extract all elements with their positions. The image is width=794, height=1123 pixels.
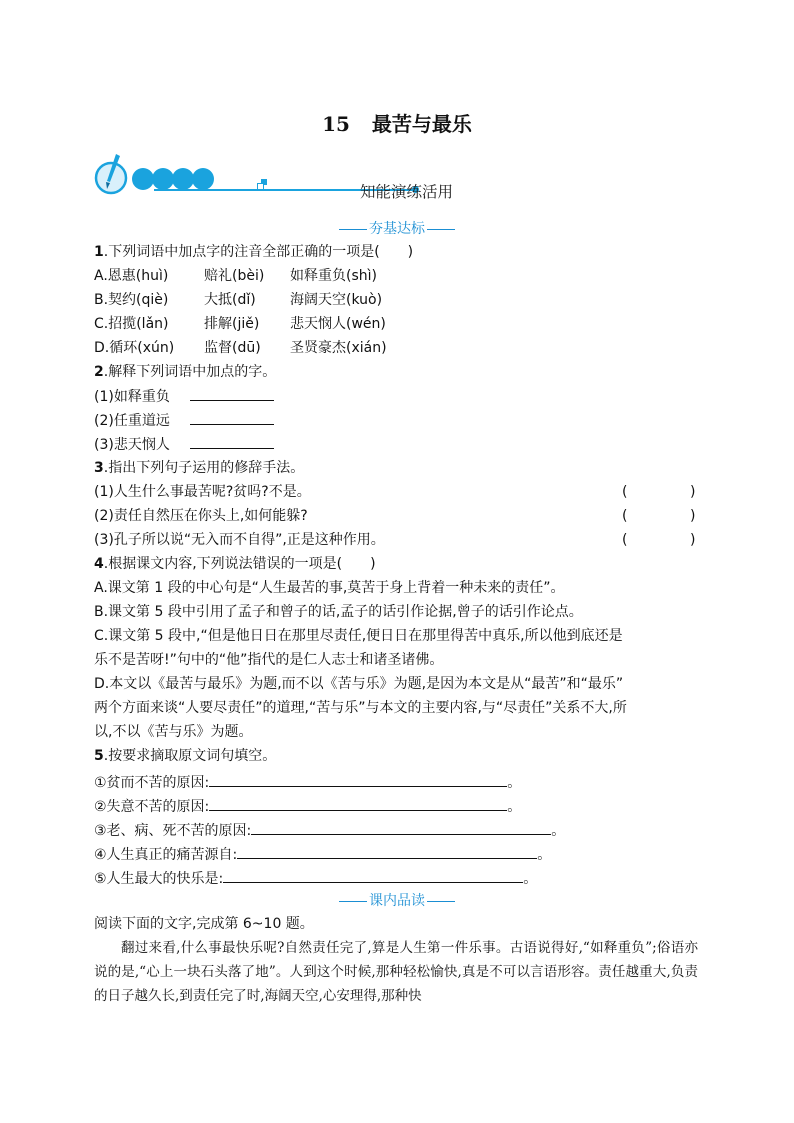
question-4-stem: 4.根据课文内容,下列说法错误的一项是( ) bbox=[94, 556, 376, 572]
q1-option-c-word2: 排解(jiě) bbox=[204, 316, 260, 332]
q1-option-d-word3: 圣贤豪杰(xián) bbox=[290, 340, 387, 356]
q1-option-a: A.恩惠(huì) bbox=[94, 268, 169, 284]
question-5-stem: 5.按要求摘取原文词句填空。 bbox=[94, 748, 277, 764]
lesson-title: 最苦与最乐 bbox=[371, 112, 472, 136]
answer-blank[interactable] bbox=[237, 844, 537, 859]
reading-intro: 阅读下面的文字,完成第 6~10 题。 bbox=[94, 916, 314, 932]
dot bbox=[172, 168, 194, 190]
q1-option-a-word3: 如释重负(shì) bbox=[290, 268, 377, 284]
brush-icon bbox=[94, 152, 128, 192]
q1-option-b-word3: 海阔天空(kuò) bbox=[290, 292, 383, 308]
answer-paren-left: ( bbox=[622, 508, 628, 524]
answer-blank[interactable] bbox=[190, 410, 274, 425]
q1-option-a-word2: 赔礼(bèi) bbox=[204, 268, 265, 284]
reading-passage: 翻过来看,什么事最快乐呢?自然责任完了,算是人生第一件乐事。古语说得好,“如释重负”;俗语亦说的是,“心上一块石头落了地”。人到这个时候,那种轻松愉快,真是不可以言语形容。责任越重大,负责的日子越久长,到责任完了时,海阔天空,心安理得,那种快 bbox=[94, 940, 698, 1004]
q3-item: (1)人生什么事最苦呢?贫吗?不是。 bbox=[94, 484, 311, 500]
q1-option-d-word2: 监督(dū) bbox=[204, 340, 261, 356]
answer-paren-left: ( bbox=[622, 484, 628, 500]
question-1-stem: 1.下列词语中加点字的注音全部正确的一项是( ) bbox=[94, 244, 414, 260]
q3-item: (2)责任自然压在你头上,如何能躲? bbox=[94, 508, 308, 524]
decor-square bbox=[257, 183, 264, 190]
q2-item: (1)如释重负 bbox=[94, 386, 274, 407]
q4-line: A.课文第 1 段的中心句是“人生最苦的事,莫苦于身上背着一种未来的责任”。 bbox=[94, 580, 565, 596]
progress-dots bbox=[132, 168, 212, 190]
q5-item: ④人生真正的痛苦源自: 。 bbox=[94, 844, 551, 865]
q5-item: ②失意不苦的原因: 。 bbox=[94, 796, 521, 817]
answer-blank[interactable] bbox=[209, 772, 507, 787]
dot bbox=[132, 168, 154, 190]
section-banner bbox=[94, 152, 494, 202]
q4-line: 以,不以《苦与乐》为题。 bbox=[94, 724, 253, 740]
question-3-stem: 3.指出下列句子运用的修辞手法。 bbox=[94, 460, 305, 476]
q1-option-d: D.循环(xún) bbox=[94, 340, 175, 356]
answer-blank[interactable] bbox=[223, 868, 523, 883]
answer-blank[interactable] bbox=[190, 434, 274, 449]
q1-option-b: B.契约(qiè) bbox=[94, 292, 169, 308]
q2-item: (2)任重道远 bbox=[94, 410, 274, 431]
question-2-stem: 2.解释下列词语中加点的字。 bbox=[94, 364, 277, 380]
page-title bbox=[0, 108, 794, 137]
q1-option-c-word3: 悲天悯人(wén) bbox=[290, 316, 386, 332]
q3-item: (3)孔子所以说“无入而不自得”,正是这种作用。 bbox=[94, 532, 385, 548]
q4-line: B.课文第 5 段中引用了孟子和曾子的话,孟子的话引作论据,曾子的话引作论点。 bbox=[94, 604, 583, 620]
answer-paren-left: ( bbox=[622, 532, 628, 548]
q1-option-c: C.招揽(lǎn) bbox=[94, 316, 169, 332]
q5-item: ⑤人生最大的快乐是: 。 bbox=[94, 868, 537, 889]
q2-item: (3)悲天悯人 bbox=[94, 434, 274, 455]
lesson-number: 15 bbox=[322, 112, 350, 136]
answer-paren-right: ) bbox=[690, 484, 696, 500]
dot bbox=[152, 168, 174, 190]
answer-blank[interactable] bbox=[251, 820, 551, 835]
answer-blank[interactable] bbox=[209, 796, 507, 811]
q5-item: ③老、病、死不苦的原因: 。 bbox=[94, 820, 565, 841]
answer-blank[interactable] bbox=[190, 386, 274, 401]
q1-option-b-word2: 大抵(dǐ) bbox=[204, 292, 256, 308]
dot bbox=[192, 168, 214, 190]
q4-line: D.本文以《最苦与最乐》为题,而不以《苦与乐》为题,是因为本文是从“最苦”和“最乐” bbox=[94, 676, 624, 692]
section-heading-basic: 夯基达标 bbox=[0, 218, 794, 238]
banner-label: 知能演练活用 bbox=[360, 183, 454, 201]
q5-item: ①贫而不苦的原因: 。 bbox=[94, 772, 521, 793]
answer-paren-right: ) bbox=[690, 508, 696, 524]
q4-line: C.课文第 5 段中,“但是他日日在那里尽责任,便日日在那里得苦中真乐,所以他到底还是 bbox=[94, 628, 623, 644]
section-heading-reading: 课内品读 bbox=[0, 890, 794, 910]
q4-line: 乐不是苦呀!”句中的“他”指代的是仁人志士和诸圣诸佛。 bbox=[94, 652, 444, 668]
answer-paren-right: ) bbox=[690, 532, 696, 548]
q4-line: 两个方面来谈“人要尽责任”的道理,“苦与乐”与本文的主要内容,与“尽责任”关系不大,所 bbox=[94, 700, 627, 716]
